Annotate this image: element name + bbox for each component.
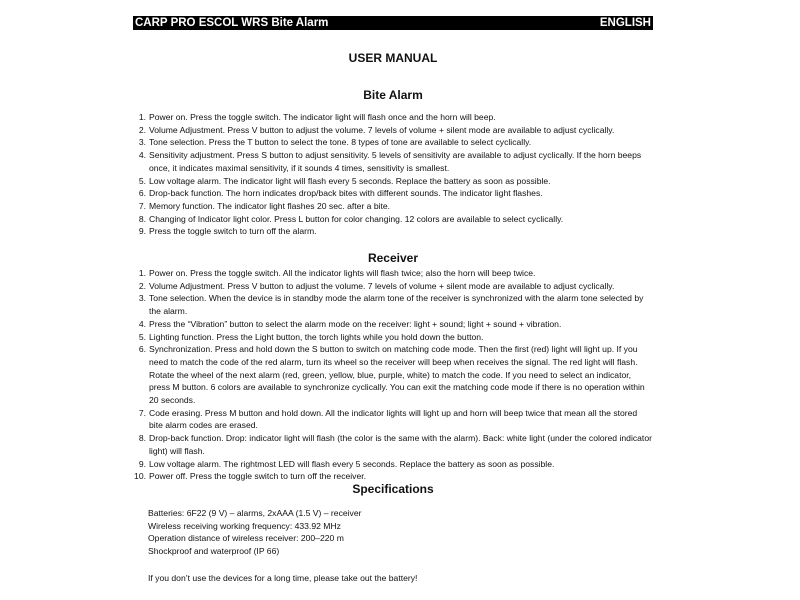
spec-line: Batteries: 6F22 (9 V) – alarms, 2xAAA (1.5 V) – receiver [148, 508, 362, 518]
list-item-number: 3. [138, 293, 146, 304]
bite-alarm-list [133, 111, 653, 238]
list-item [133, 432, 653, 457]
specifications-heading: Specifications [352, 482, 434, 496]
list-item-number: 8. [138, 213, 146, 224]
list-item [133, 267, 653, 280]
list-item-text: Tone selection. When the device is in standby mode the alarm tone of the receiver is synchronized with the alarm tone selected by the alarm. [149, 293, 644, 317]
list-item-text: Low voltage alarm. The rightmost LED will flash every 5 seconds. Replace the battery as soon as possible. [149, 458, 555, 469]
list-item [133, 124, 653, 137]
battery-note: If you don’t use the devices for a long time, please take out the battery! [148, 573, 418, 583]
list-item-number: 9. [138, 226, 146, 237]
list-item-text: Drop-back function. The horn indicates drop/back bites with different sounds. The indicator light flashes. [149, 188, 543, 199]
header-bar [133, 16, 653, 30]
list-item-text: Code erasing. Press M button and hold down. All the indicator lights will light up and horn will beep twice that mean all the stored bite alarm codes are erased. [149, 407, 638, 431]
bite-alarm-heading: Bite Alarm [363, 88, 423, 102]
language-label: ENGLISH [599, 17, 651, 29]
list-item [133, 213, 653, 226]
list-item-number: 7. [138, 407, 146, 418]
list-item-text: Changing of Indicator light color. Press L button for color changing. 12 colors are available to select cyclically. [149, 213, 564, 224]
list-item-number: 5. [138, 331, 146, 342]
list-item-text: Power on. Press the toggle switch. The indicator light will flash once and the horn will beep. [149, 112, 496, 122]
list-item [133, 343, 653, 407]
list-item [133, 458, 653, 471]
list-item [133, 200, 653, 213]
list-item-text: Synchronization. Press and hold down the S button to switch on matching code mode. Then the first (red) light will light up. If you need to match the code of the red alarm, turn its wheel so the receiver will beep when receives the signal. The red light will flash. Rotate the wheel of the next alarm (red, green, yellow, blue, purple, white) to match the code. If you need to select an indicator, press M button. 6 colors are available to synchronize cyclically. You can exit the matching code mode if there is no operation within 20 seconds. [149, 344, 645, 406]
list-item-text: Press the toggle switch to turn off the alarm. [149, 226, 317, 237]
spec-line: Wireless receiving working frequency: 433.92 MHz [148, 520, 341, 531]
receiver-heading: Receiver [367, 251, 419, 265]
list-item [133, 175, 653, 188]
list-item-text: Volume Adjustment. Press V button to adjust the volume. 7 levels of volume + silent mode are available to adjust cyclically. [149, 280, 615, 291]
manual-title: USER MANUAL [348, 51, 438, 65]
list-item-text: Low voltage alarm. The indicator light will flash every 5 seconds. Replace the battery as soon as possible. [149, 175, 551, 186]
list-item-number: 2. [138, 280, 146, 291]
list-item-text: Tone selection. Press the T button to select the tone. 8 types of tone are available to select cyclically. [149, 137, 532, 148]
list-item-number: 4. [138, 150, 146, 161]
list-item-number: 5. [138, 175, 146, 186]
list-item-number: 7. [138, 200, 146, 211]
list-item-text: Volume Adjustment. Press V button to adjust the volume. 7 levels of volume + silent mode are available to adjust cyclically. [149, 124, 615, 135]
document-title: CARP PRO ESCOL WRS Bite Alarm [135, 17, 329, 29]
list-item-number: 1. [138, 268, 146, 278]
specifications-list [148, 507, 653, 558]
list-item-text: Lighting function. Press the Light button, the torch lights while you hold down the button. [149, 331, 484, 342]
list-item-number: 9. [138, 458, 146, 469]
list-item-number: 8. [138, 433, 146, 444]
list-item [133, 187, 653, 200]
list-item [133, 292, 653, 317]
list-item [133, 318, 653, 331]
list-item-number: 4. [138, 318, 146, 329]
list-item-text: Press the “Vibration” button to select the alarm mode on the receiver: light + sound; light + sound + vibration. [149, 318, 562, 329]
list-item [133, 136, 653, 149]
list-item-text: Memory function. The indicator light flashes 20 sec. after a bite. [149, 200, 391, 211]
spec-line: Operation distance of wireless receiver: 200–220 m [148, 533, 344, 544]
list-item-text: Drop-back function. Drop: indicator light will flash (the color is the same with the alarm). Back: white light (under the colored indicator light) will flash. [149, 433, 652, 456]
list-item [133, 407, 653, 432]
list-item [133, 149, 653, 174]
list-item-text: Power on. Press the toggle switch. All the indicator lights will flash twice; also the horn will beep twice. [149, 268, 536, 278]
list-item-text: Sensitivity adjustment. Press S button to adjust sensitivity. 5 levels of sensitivity are available to adjust cyclically. If the horn beeps once, it indicates maximal sensitivity, if it sounds 4 times, sensitivity is smallest. [149, 150, 642, 173]
list-item-number: 3. [138, 137, 146, 148]
list-item [133, 225, 653, 238]
list-item-text: Power off. Press the toggle switch to turn off the receiver. [149, 471, 367, 482]
list-item-number: 2. [138, 124, 146, 135]
receiver-list [133, 267, 653, 483]
list-item [133, 280, 653, 293]
list-item [133, 111, 653, 124]
list-item-number: 6. [138, 344, 146, 355]
list-item-number: 1. [138, 112, 146, 122]
list-item [133, 331, 653, 344]
spec-line: Shockproof and waterproof (IP 66) [148, 546, 280, 557]
list-item-number: 6. [138, 188, 146, 199]
list-item-number: 10. [134, 471, 146, 482]
